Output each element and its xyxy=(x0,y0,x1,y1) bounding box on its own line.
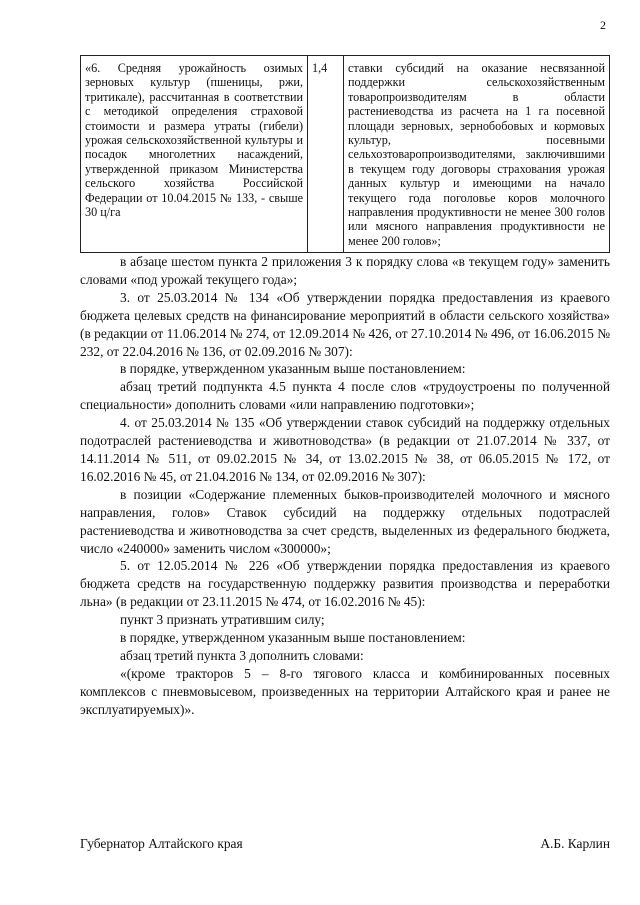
signature-block xyxy=(80,836,610,852)
paragraph: «(кроме тракторов 5 – 8-го тягового класса и комбинированных посевных комплексов с пневмовысевом, произведенных на территории Алтайского края и ранее не эксплуатируемых)». xyxy=(80,665,610,717)
paragraph: 4. от 25.03.2014 № 135 «Об утверждении ставок субсидий на поддержку отдельных подотраслей растениеводства и животноводства» (в редакции от 21.07.2014 № 337, от 14.11.2014 № 511, от 09.02.2015 № 34, от 13.02.2015 № 38, от 06.05.2015 № 172, от 16.02.2016 № 45, от 21.04.2016 № 134, от 02.09.2016 № 307): xyxy=(80,415,610,484)
signatory-position: Губернатор Алтайского края xyxy=(80,836,243,851)
paragraph: абзац третий пункта 3 дополнить словами: xyxy=(120,647,364,663)
paragraph: пункт 3 признать утратившим силу; xyxy=(120,612,325,628)
paragraph: в порядке, утвержденном указанным выше постановлением: xyxy=(120,361,466,377)
table-cell-coefficient: 1,4 xyxy=(308,56,344,253)
paragraph: 3. от 25.03.2014 № 134 «Об утверждении порядка предоставления из краевого бюджета целевых средств на финансирование мероприятий в области сельского хозяйства» (в редакции от 11.06.2014 № 274, от 12.09.2014 № 426, от 27.10.2014 № 496, от 16.06.2015 № 232, от 22.04.2016 № 136, от 02.09.2016 № 307): xyxy=(80,289,610,359)
signatory-name: А.Б. Карлин xyxy=(540,836,610,851)
amendment-table xyxy=(80,55,610,253)
table-cell-rate-description: ставки субсидий на оказание несвязанной поддержки сельскохозяйственным товаропроизводителям в области растениеводства из расчета на 1 га посевной площади зерновых, зернобобовых и кормовых культур, посевными сельхозтоваропроизводителями, заключившими в текущем году договоры страхования урожая данных культур и имеющими на начало текущего года поголовье коров молочного направления продуктивности не менее 300 голов или мясного направления продуктивности не менее 200 голов»; xyxy=(344,56,610,253)
table-row xyxy=(81,56,610,253)
paragraph: в абзаце шестом пункта 2 приложения 3 к порядку слова «в текущем году» заменить словами «под урожай текущего года»; xyxy=(80,254,610,287)
paragraph: 5. от 12.05.2014 № 226 «Об утверждении порядка предоставления из краевого бюджета средств на государственную поддержку развития производства и переработки льна» (в редакции от 23.11.2015 № 474, от 16.02.2016 № 45): xyxy=(80,558,610,610)
paragraph: в порядке, утвержденном указанным выше постановлением: xyxy=(120,630,466,646)
document-body xyxy=(80,253,610,719)
table-cell-description: «6. Средняя урожайность озимых зерновых культур (пшеницы, ржи, тритикале), рассчитанная в соответствии с методикой определения страховой стоимости и размера утраты (гибели) урожая сельскохозяйственной культуры и посадок многолетних насаждений, утвержденной приказом Министерства сельского хозяйства Российской Федерации от 10.04.2015 № 133, - свыше 30 ц/га xyxy=(81,56,308,253)
page-number: 2 xyxy=(600,18,606,32)
paragraph: в позиции «Содержание племенных быков-производителей молочного и мясного направления, голов» Ставок субсидий на поддержку отдельных подотраслей растениеводства и животноводства за счет средств, выделенных из федерального бюджета, число «240000» заменить числом «300000»; xyxy=(80,486,610,556)
paragraph: абзац третий подпункта 4.5 пункта 4 после слов «трудоустроены по полученной специальности» дополнить словами «или направлению подготовки»; xyxy=(80,379,610,413)
